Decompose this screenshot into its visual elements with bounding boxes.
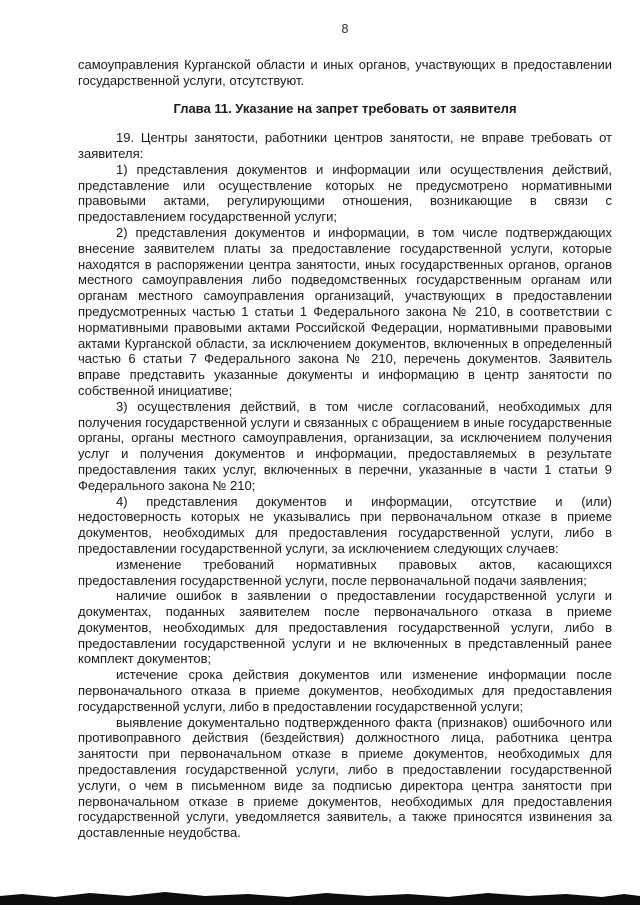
paragraph: изменение требований нормативных правовых актов, касающихся предоставления государственной услуги, после первоначальной подачи заявления; — [78, 556, 612, 588]
chapter-heading: Глава 11. Указание на запрет требовать от заявителя — [173, 101, 517, 117]
intro-section — [78, 57, 612, 89]
paragraph: наличие ошибок в заявлении о предоставлении государственной услуги и документах, поданных заявителем после первоначального отказа в приеме документов, необходимых для предоставления государственной услуги, либо в предоставлении государственной услуги и не включенных в представленный ранее комплект документов; — [78, 588, 612, 667]
paragraph: 1) представления документов и информации или осуществления действий, представление или осуществление которых не предусмотрено нормативными правовыми актами, регулирующими отношения, возникающие в связи с предоставлением государственной услуги; — [78, 161, 612, 225]
paragraph: истечение срока действия документов или изменение информации после первоначального отказа в приеме документов, необходимых для предоставления государственной услуги, либо в предоставлении государственной услуги; — [78, 667, 612, 714]
scan-edge-artifact — [0, 887, 640, 905]
paragraph: 19. Центры занятости, работники центров занятости, не вправе требовать от заявителя: — [78, 130, 612, 161]
page-number: 8 — [341, 22, 349, 36]
paragraph: 3) осуществления действий, в том числе согласований, необходимых для получения государственной услуги и связанных с обращением в иные государственные органы, органы местного самоуправления, организации, за исключением получения услуг и получения документов и информации, предоставляемых в результате предоставления таких услуг, включенных в перечни, указанные в части 1 статьи 9 Федерального закона № 210; — [78, 398, 612, 493]
intro-paragraph: самоуправления Курганской области и иных органов, участвующих в предоставлении государственной услуги, отсутствуют. — [78, 56, 612, 88]
paragraph: 4) представления документов и информации, отсутствие и (или) недостоверность которых не указывались при первоначальном отказе в приеме документов, необходимых для предоставления государственной услуги, либо в предоставлении государственной услуги, за исключением следующих случаев: — [78, 493, 612, 556]
paragraph: выявление документально подтвержденного факта (признаков) ошибочного или противоправного действия (бездействия) должностного лица, работника центра занятости при первоначальном отказе в приеме документов, необходимых для предоставления государственной услуги, либо в предоставлении государственной услуги, о чем в письменном виде за подписью директора центра занятости при первоначальном отказе в приеме документов, необходимых для предоставления государственной услуги, уведомляется заявитель, а также приносятся извинения за доставленные неудобства. — [78, 714, 612, 841]
page-content — [78, 22, 612, 841]
paragraphs-container — [78, 130, 612, 841]
paragraph: 2) представления документов и информации, в том числе подтверждающих внесение заявителем платы за предоставление государственной услуги, которые находятся в распоряжении центра занятости, иных государственных органов, органов местного самоуправления либо подведомственных государственным органам или органам местного самоуправления организаций, участвующих в предоставлении предусмотренных частью 1 статьи 1 Федерального закона № 210, в соответствии с нормативными правовыми актами Российской Федерации, нормативными правовыми актами Курганской области, за исключением документов, включенных в определенный частью 6 статьи 7 Федерального закона № 210, перечень документов. Заявитель вправе представить указанные документы и информацию в центр занятости по собственной инициативе; — [78, 224, 612, 398]
